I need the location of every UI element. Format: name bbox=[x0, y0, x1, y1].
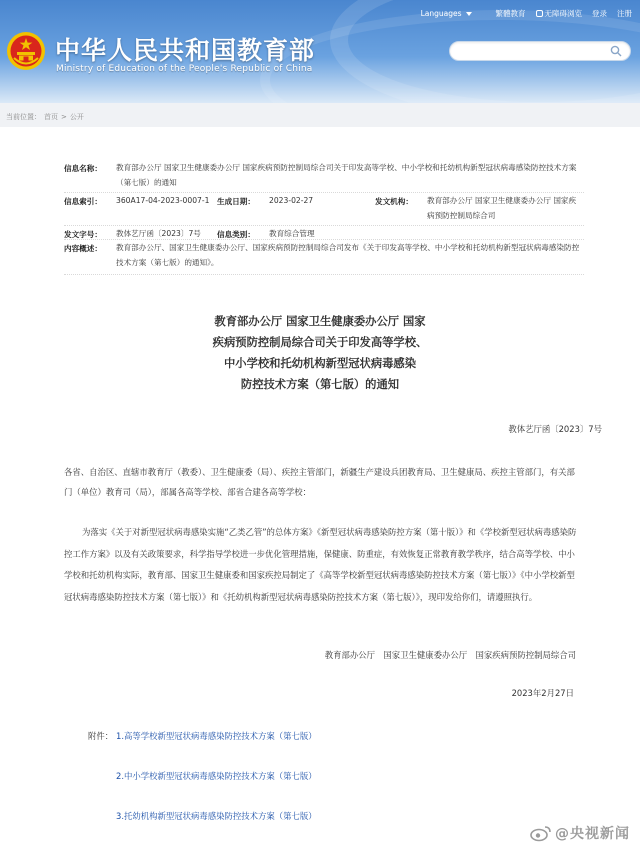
link-label: 注册 bbox=[617, 9, 632, 18]
attachments-label: 附件： bbox=[88, 731, 114, 741]
title-line: 中小学校和托幼机构新型冠状病毒感染 bbox=[223, 357, 417, 370]
content-panel bbox=[0, 127, 640, 851]
docno-label: 发文字号： bbox=[64, 230, 102, 239]
summary-label: 内容概述： bbox=[64, 244, 102, 253]
accessibility-icon bbox=[536, 10, 543, 17]
issuer-label: 发文机构： bbox=[375, 197, 413, 206]
attachment-link-3[interactable]: 3.托幼机构新型冠状病毒感染防控技术方案（第七版） bbox=[116, 811, 317, 821]
weibo-icon bbox=[530, 824, 552, 842]
document-signer: 教育部办公厅 国家卫生健康委办公厅 国家疾病预防控制局综合司 bbox=[324, 650, 576, 660]
document-recipients: 各省、自治区、直辖市教育厅（教委）、卫生健康委（局）、疾控主管部门，新疆生产建设兵团教育局、卫生健康局、疾控主管部门，有关部门（单位）教育司（局），部属各高等学校、部省合建各高等学校： bbox=[64, 467, 575, 497]
breadcrumb-separator: > bbox=[61, 113, 67, 121]
search-icon[interactable] bbox=[610, 45, 622, 57]
link-label: 无障碍浏览 bbox=[544, 9, 582, 18]
breadcrumb-prefix: 当前位置： bbox=[6, 113, 41, 121]
title-line: 教育部办公厅 国家卫生健康委办公厅 国家 bbox=[214, 315, 426, 328]
site-subtitle: Ministry of Education of the People's Republic of China bbox=[56, 64, 313, 74]
watermark-text: @央视新闻 bbox=[555, 826, 630, 842]
site-header bbox=[0, 0, 640, 103]
document-title bbox=[130, 311, 510, 395]
national-emblem-icon[interactable] bbox=[6, 31, 46, 71]
title-line: 防控技术方案（第七版）的通知 bbox=[240, 378, 400, 391]
language-selector[interactable] bbox=[421, 9, 472, 18]
register-link[interactable] bbox=[617, 8, 632, 19]
summary-value: 教育部办公厅、国家卫生健康委办公厅、国家疾病预防控制局综合司发布《关于印发高等学校、中小学校和托幼机构新型冠状病毒感染防控技术方案（第七版）的通知》。 bbox=[116, 243, 580, 267]
info-index-label: 信息索引： bbox=[64, 197, 102, 206]
divider bbox=[64, 274, 584, 275]
login-link[interactable] bbox=[592, 8, 607, 19]
info-index-value: 360A17-04-2023-0007-1 bbox=[116, 196, 210, 205]
accessibility-link[interactable] bbox=[536, 8, 583, 19]
breadcrumb bbox=[6, 112, 87, 122]
docno-value: 教体艺厅函〔2023〕7号 bbox=[116, 229, 201, 238]
language-label: Languages bbox=[420, 9, 462, 18]
search-input[interactable] bbox=[460, 46, 610, 64]
title-line: 疾病预防控制局综合司关于印发高等学校、 bbox=[212, 336, 428, 349]
top-links bbox=[421, 8, 632, 19]
traditional-chinese-link[interactable] bbox=[496, 8, 526, 19]
watermark bbox=[530, 823, 630, 843]
info-name-value: 教育部办公厅 国家卫生健康委办公厅 国家疾病预防控制局综合司关于印发高等学校、中小学校和托幼机构新型冠状病毒感染防控技术方案（第七版）的通知 bbox=[116, 163, 577, 187]
breadcrumb-home[interactable]: 首页 bbox=[44, 113, 58, 121]
info-name-label: 信息名称： bbox=[64, 164, 102, 173]
link-label: 登录 bbox=[592, 9, 607, 18]
category-label: 信息类别： bbox=[217, 230, 255, 239]
document-date: 2023年2月27日 bbox=[511, 688, 574, 698]
attachment-link-1[interactable]: 1.高等学校新型冠状病毒感染防控技术方案（第七版） bbox=[116, 731, 317, 741]
issuer-value: 教育部办公厅 国家卫生健康委办公厅 国家疾病预防控制局综合司 bbox=[427, 196, 577, 220]
document-body: 为落实《关于对新型冠状病毒感染实施“乙类乙管”的总体方案》《新型冠状病毒感染防控方案（第十版）》和《学校新型冠状病毒感染防控工作方案》以及有关政策要求，科学指导学校进一步优化管理措施，保健康、防重症，有效恢复正常教育教学秩序，结合高等学校、中小学校和托幼机构实际，教育部、国家卫生健康委和国家疾控局制定了《高等学校新型冠状病毒感染防控技术方案（第七版）》《中小学校新型冠状病毒感染防控技术方案（第七版）》和《托幼机构新型冠状病毒感染防控技术方案（第七版）》，现印发给你们，请遵照执行。 bbox=[64, 527, 577, 602]
link-label: 繁體教育 bbox=[495, 9, 526, 18]
site-title[interactable]: 中华人民共和国教育部 bbox=[55, 36, 316, 65]
date-label: 生成日期： bbox=[217, 197, 255, 206]
category-value: 教育综合管理 bbox=[269, 229, 315, 238]
chevron-down-icon bbox=[466, 12, 472, 16]
attachment-link-2[interactable]: 2.中小学校新型冠状病毒感染防控技术方案（第七版） bbox=[116, 771, 317, 781]
date-value: 2023-02-27 bbox=[269, 196, 314, 205]
breadcrumb-public[interactable]: 公开 bbox=[69, 113, 84, 121]
search-box bbox=[449, 41, 631, 61]
document-number: 教体艺厅函〔2023〕7号 bbox=[508, 424, 602, 434]
